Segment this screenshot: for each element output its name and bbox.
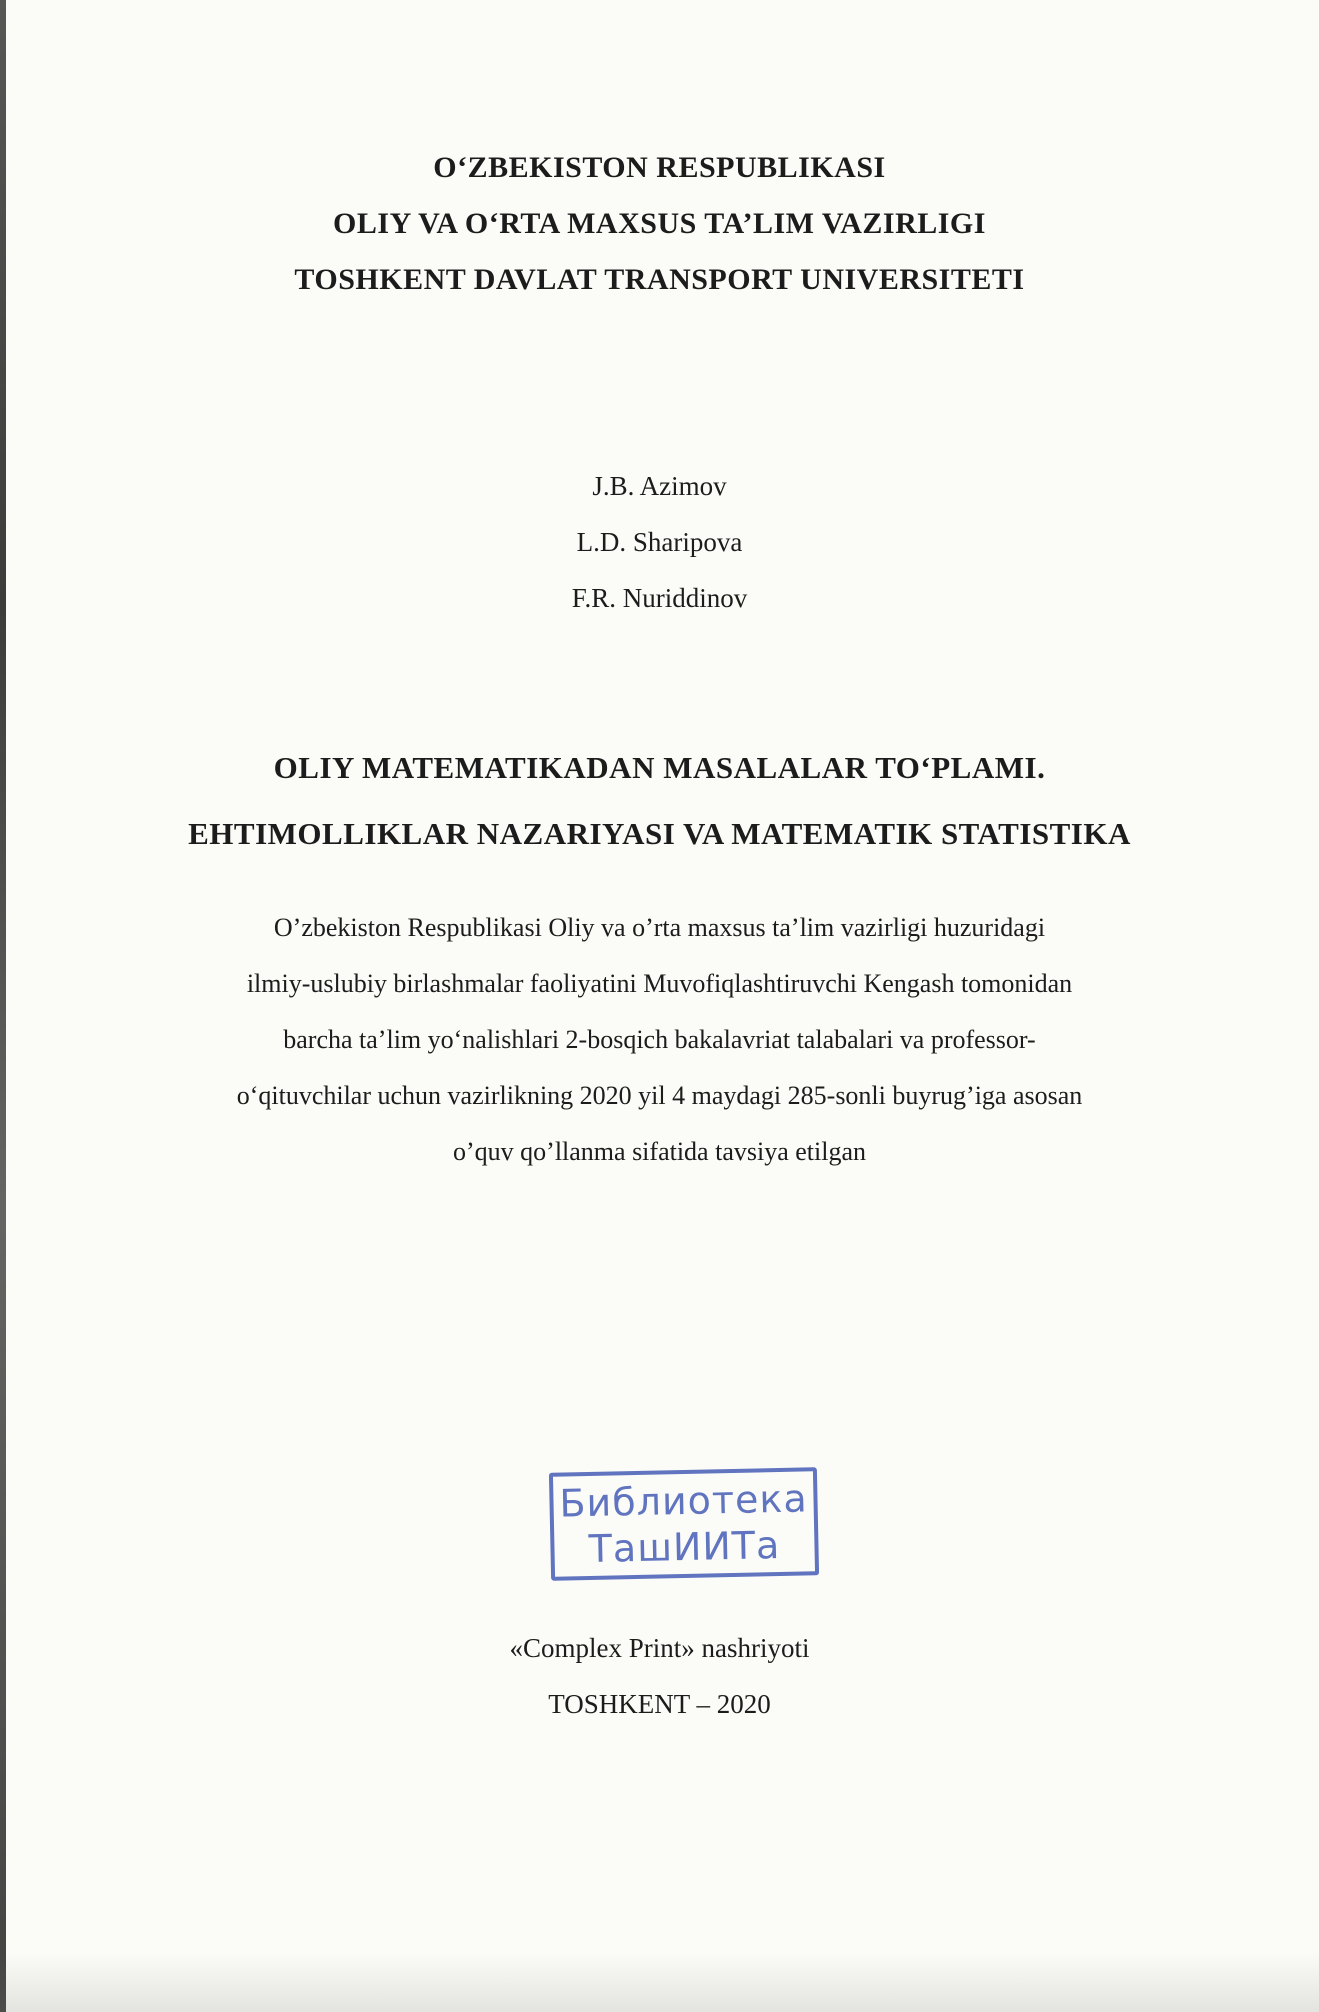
approval-line: o’quv qo’llanma sifatida tavsiya etilgan [453, 1137, 866, 1166]
publication-place-year: TOSHKENT – 2020 [548, 1689, 771, 1719]
page-shadow [0, 1952, 1319, 2012]
country-line: O‘ZBEKISTON RESPUBLIKASI [433, 151, 886, 184]
ministry-line: OLIY VA O‘RTA MAXSUS TA’LIM VAZIRLIGI [333, 207, 986, 240]
library-stamp [549, 1467, 819, 1581]
title-line-2: EHTIMOLLIKLAR NAZARIYASI VA MATEMATIK STATISTIKA [188, 816, 1131, 851]
publisher-block [0, 1620, 1319, 1732]
title-line-1: OLIY MATEMATIKADAN MASALALAR TO‘PLAMI. [273, 750, 1046, 785]
approval-line: ilmiy-uslubiy birlashmalar faoliyatini Muvofiqlashtiruvchi Kengash tomonidan [246, 969, 1073, 998]
author-name: F.R. Nuriddinov [571, 583, 748, 613]
approval-line: barcha ta’lim yo‘nalishlari 2-bosqich bakalavriat talabalari va professor- [283, 1025, 1036, 1054]
university-line: TOSHKENT DAVLAT TRANSPORT UNIVERSITETI [294, 263, 1025, 296]
stamp-line-1: Библиотека [558, 1476, 809, 1526]
institution-header [0, 140, 1319, 308]
approval-line: o‘qituvchilar uchun vazirlikning 2020 yil 4 maydagi 285-sonli buyrug’iga asosan [236, 1081, 1083, 1110]
book-title [0, 735, 1319, 867]
author-name: J.B. Azimov [592, 471, 727, 501]
approval-statement [0, 900, 1319, 1180]
publisher-name: «Complex Print» nashriyoti [509, 1633, 810, 1663]
stamp-line-2: ТашИИТа [588, 1522, 781, 1571]
approval-line: O’zbekiston Respublikasi Oliy va o’rta maxsus ta’lim vazirligi huzuridagi [273, 913, 1046, 942]
author-name: L.D. Sharipova [576, 527, 743, 557]
author-list [0, 458, 1319, 626]
